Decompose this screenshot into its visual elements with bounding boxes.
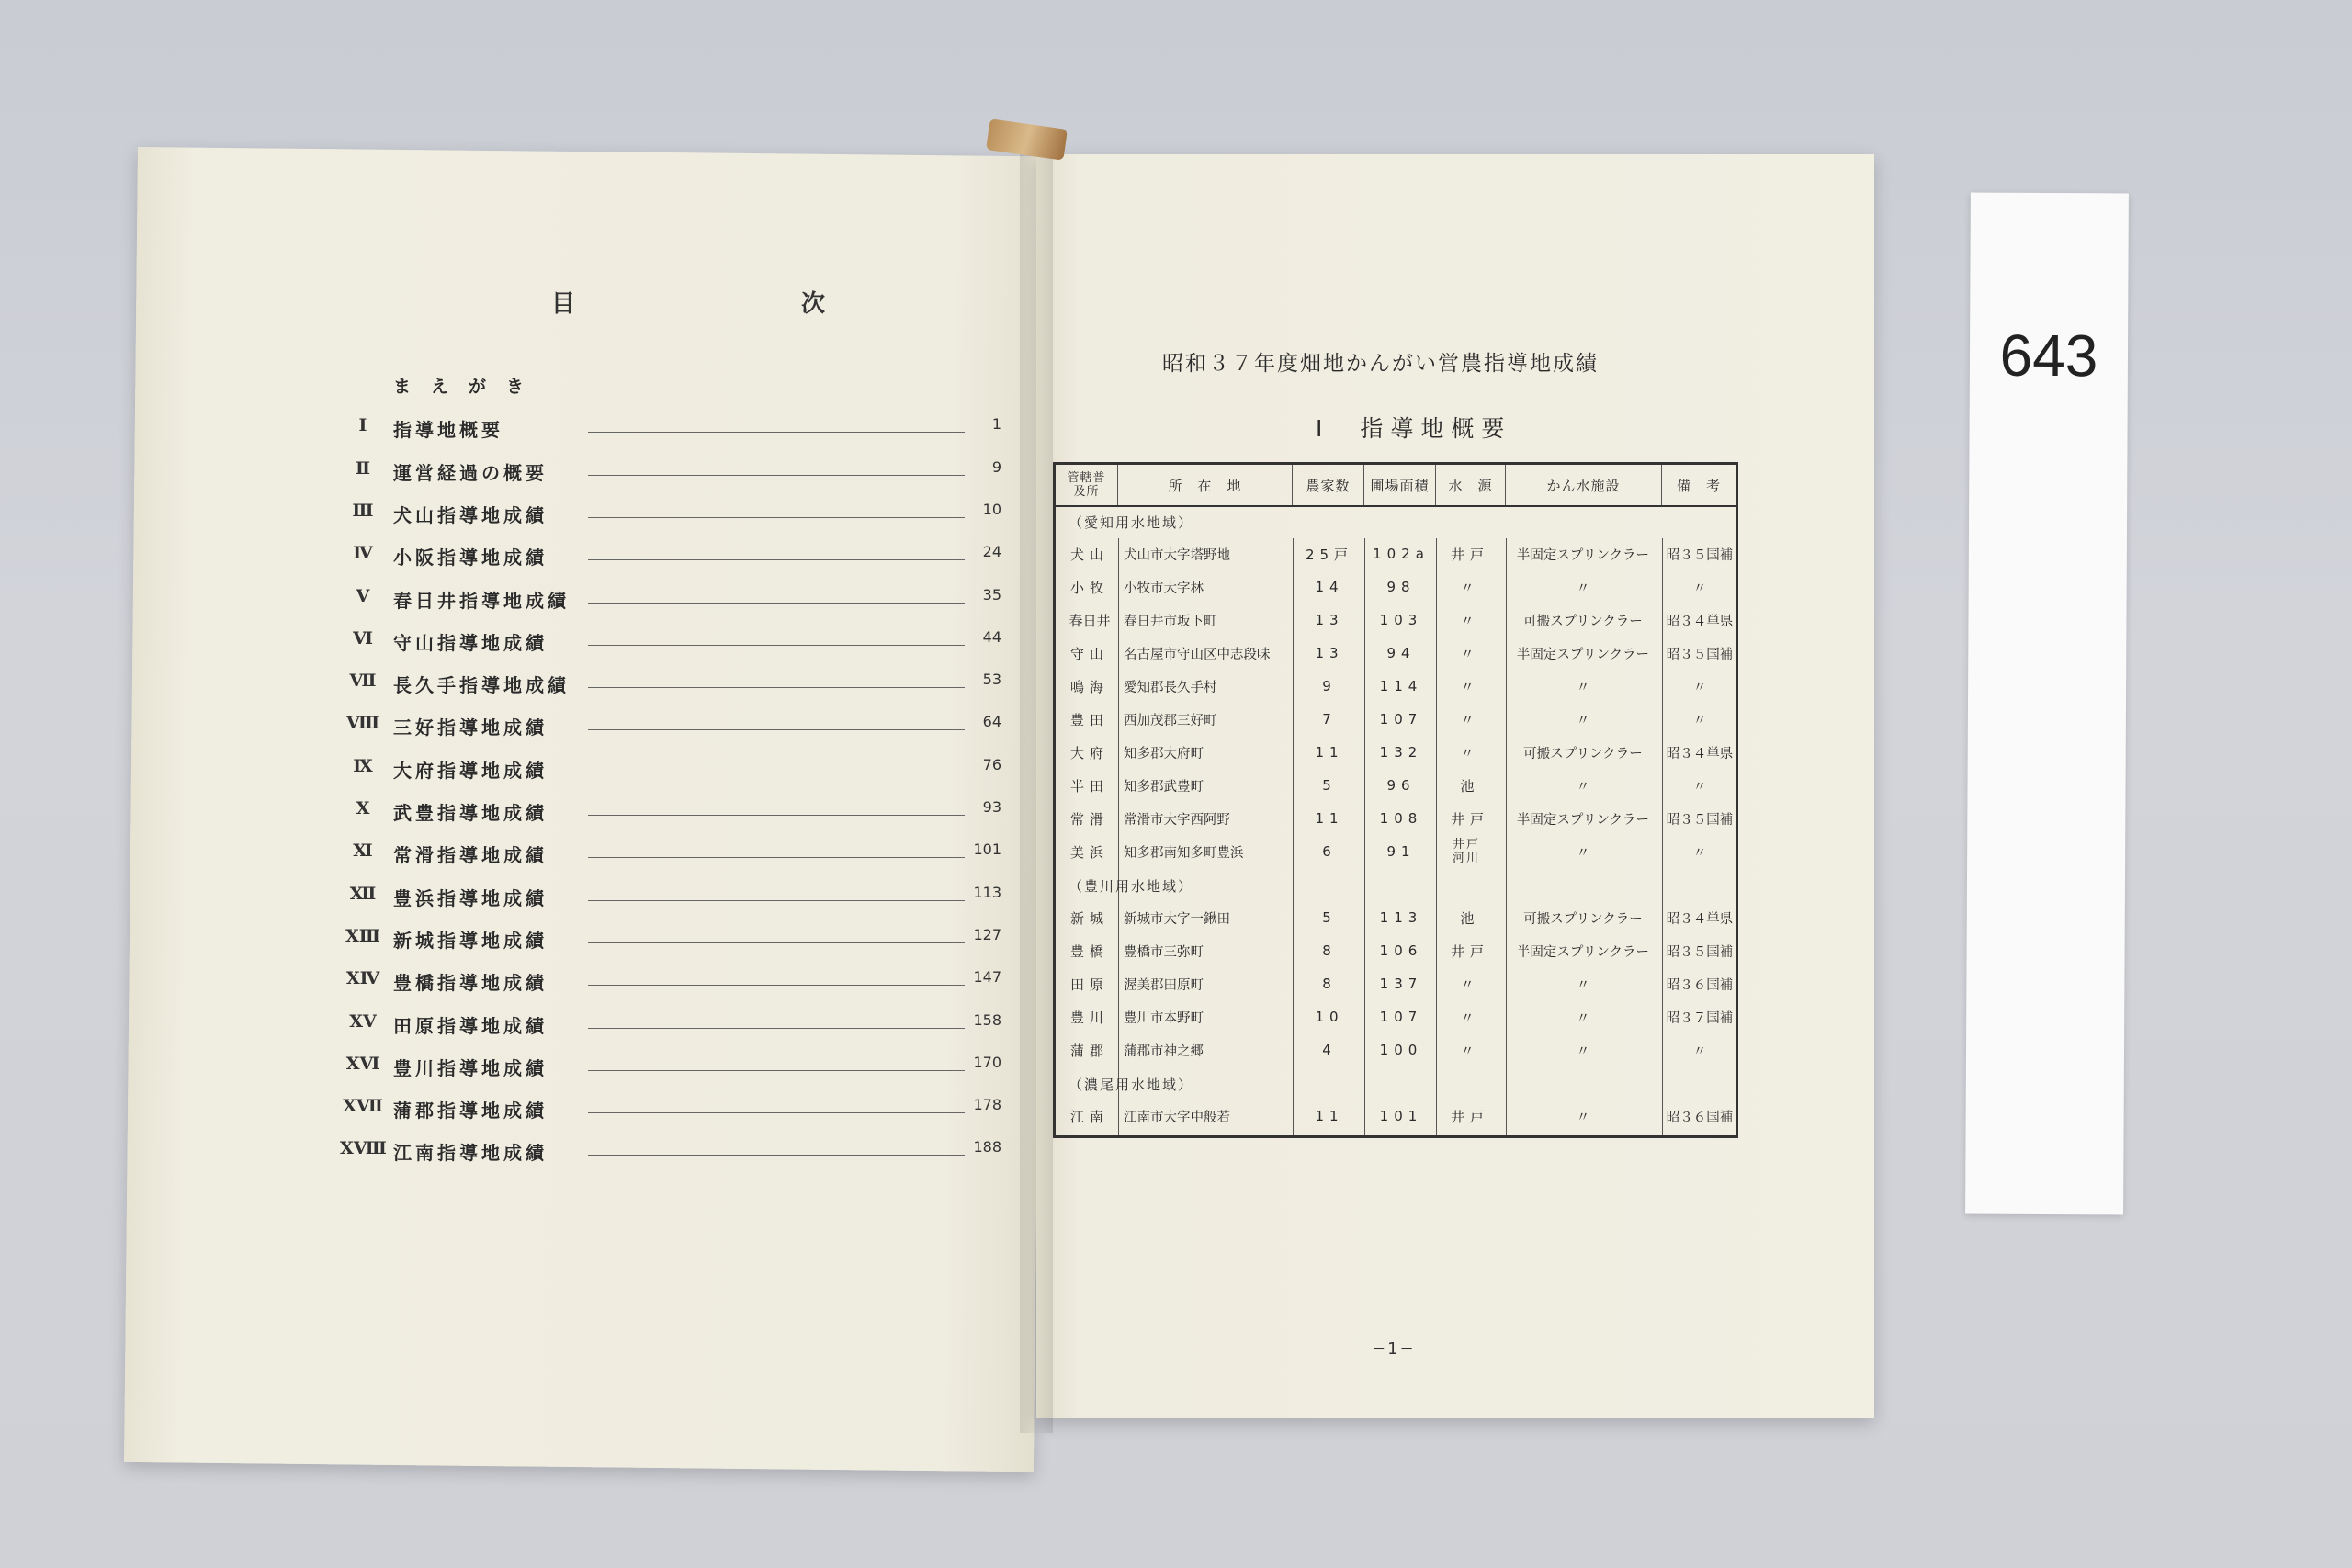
cell-note: 〃 [1692,779,1707,795]
cell-farms: 13 [1315,612,1344,628]
toc-item-number: XⅣ [345,968,380,989]
cell-office: 半田 [1069,777,1109,795]
toc-item [340,713,1001,740]
cell-facility: 可搬スプリンクラー [1523,746,1643,761]
toc-item [340,926,1001,953]
section-title: Ⅰ 指導地概要 [1316,415,1512,442]
cell-office: 常滑 [1069,810,1109,828]
toc-item [340,1138,1001,1166]
header-facility: かん水施設 [1506,465,1662,505]
cell-water: 池 [1460,777,1480,795]
toc-item-page: 93 [982,798,1001,816]
toc-item-label: 武豊指導地成績 [393,802,548,824]
table-row [1056,1001,1736,1032]
toc-leader-line [588,432,965,433]
region-group-label: （豊川用水地域） [1069,878,1194,895]
toc-item [340,1011,1001,1039]
toc-item-number: Ⅸ [353,755,373,776]
cell-note: 昭３６国補 [1666,977,1734,993]
cell-facility: 〃 [1576,680,1590,695]
toc-item-label: 守山指導地成績 [393,631,548,654]
header-location: 所 在 地 [1118,465,1293,505]
cell-water: 〃 [1460,612,1480,629]
toc-item [340,415,1001,443]
cell-note: 昭３５国補 [1666,647,1734,662]
cell-water: 〃 [1460,744,1480,761]
toc-item-page: 64 [982,713,1001,731]
toc-item-label: 大府指導地成績 [393,759,548,782]
cell-farms: 11 [1315,1108,1344,1124]
toc-item-number: XⅥ [345,1053,380,1074]
toc-item-number: Ⅷ [345,713,380,734]
cell-facility: 半固定スプリンクラー [1516,647,1650,662]
toc-item-number: Ⅲ [352,500,374,521]
cell-note: 昭３４単県 [1666,614,1734,629]
toc-item-page: 188 [973,1138,1001,1156]
cell-water: 〃 [1460,1042,1480,1059]
cell-area: 91 [1386,843,1416,860]
cell-water: 井戸 [1450,546,1489,563]
cell-farms: 6 [1322,843,1337,860]
toc-item-label: 春日井指導地成績 [393,589,570,612]
toc-item [340,1096,1001,1123]
toc-item-number: Ⅱ [355,457,370,479]
cell-office: 小牧 [1069,579,1109,596]
cell-farms: 25戸 [1305,546,1354,563]
cell-office: 鳴海 [1069,678,1109,695]
cell-note: 昭３７国補 [1666,1010,1734,1026]
toc-leader-line [588,900,965,901]
toc-item [340,884,1001,911]
table-row [1056,935,1736,966]
toc-item [340,543,1001,570]
cell-location: 江南市大字中般若 [1124,1110,1230,1125]
cell-farms: 5 [1322,777,1337,794]
toc-item-label: 指導地概要 [393,419,503,442]
toc-item-label: まえがき [393,377,545,397]
cell-office: 春日井 [1069,612,1111,629]
catalog-number: 643 [1999,321,2098,389]
table-row [1056,1100,1736,1132]
header-note: 備 考 [1676,477,1721,494]
toc-leader-line [588,815,965,816]
toc-item-label: 犬山指導地成績 [393,503,548,526]
cell-area: 107 [1379,1009,1423,1025]
toc-item [340,840,1001,868]
toc-item [340,756,1001,784]
cell-note: 昭３４単県 [1666,746,1734,761]
cell-farms: 11 [1315,810,1344,827]
toc-leader-line [588,603,965,604]
toc-item [340,458,1001,486]
cell-facility: 〃 [1576,581,1590,596]
cell-office: 豊田 [1069,711,1109,728]
toc-item-page: 35 [982,585,1001,604]
cell-water: 池 [1460,909,1480,927]
cell-area: 102a [1373,546,1430,562]
toc-item-number: Ⅹ [356,798,370,818]
toc-title: 目 次 [551,290,927,318]
cell-water: 井戸 [1450,942,1489,960]
cell-area: 98 [1386,579,1416,595]
book-gutter [1020,152,1053,1433]
toc-leader-line [588,1028,965,1029]
toc-leader-line [588,942,965,943]
toc-item-number: Ⅳ [353,543,373,564]
cell-farms: 7 [1322,711,1337,728]
header-water: 水 源 [1436,465,1506,505]
table-row [1056,803,1736,834]
cell-farms: 14 [1315,579,1344,595]
toc-item-label: 蒲郡指導地成績 [393,1100,548,1122]
toc-item [340,798,1001,826]
cell-note: 昭３５国補 [1666,944,1734,960]
toc-leader-line [588,517,965,518]
toc-item [340,968,1001,996]
table-row [1056,968,1736,999]
toc-item-page: 178 [973,1096,1001,1114]
header-office: 管轄普及所 [1056,465,1118,505]
cell-area: 96 [1386,777,1416,794]
toc-item-page: 158 [973,1010,1001,1029]
cell-office: 犬山 [1069,546,1109,563]
cell-office: 田原 [1069,976,1109,993]
cell-farms: 8 [1322,976,1337,992]
cell-note: 〃 [1692,713,1707,728]
toc-item-number: XⅤ [349,1010,377,1032]
cell-location: 知多郡大府町 [1124,746,1204,761]
toc-item-label: 三好指導地成績 [393,716,548,739]
summary-table [1053,462,1738,1138]
cell-water: 井戸河川 [1453,838,1481,865]
toc-item-page: 127 [973,925,1001,943]
toc-item-number: Ⅴ [356,585,370,606]
toc-item-page: 1 [991,415,1001,434]
cell-area: 106 [1379,942,1423,959]
cell-location: 豊橋市三弥町 [1124,944,1204,960]
cell-facility: 半固定スプリンクラー [1516,944,1650,960]
cell-water: 〃 [1460,645,1480,662]
header-divider [1056,505,1736,507]
cell-location: 新城市大字一鍬田 [1124,911,1230,927]
toc-item-number: XⅧ [340,1138,387,1159]
cell-area: 94 [1386,645,1416,661]
cell-water: 〃 [1460,678,1480,695]
cell-area: 100 [1379,1042,1423,1058]
cell-note: 昭３５国補 [1666,547,1734,563]
toc-item-label: 豊浜指導地成績 [393,886,548,909]
header-farms: 農家数 [1293,465,1364,505]
cell-water: 〃 [1460,711,1480,728]
toc-item-label: 長久手指導地成績 [393,674,570,697]
cell-facility: 〃 [1576,977,1590,993]
table-row [1056,770,1736,801]
toc-leader-line [588,475,965,476]
page-number: −1− [1372,1339,1416,1359]
toc-item-number: XⅢ [345,925,380,946]
cell-location: 知多郡武豊町 [1124,779,1204,795]
table-row [1056,671,1736,702]
cell-water: 〃 [1460,579,1480,596]
cell-farms: 11 [1315,744,1344,761]
toc-item-page: 24 [982,543,1001,561]
cell-location: 犬山市大字塔野地 [1124,547,1230,563]
cell-facility: 〃 [1576,1110,1590,1125]
toc-item-page: 101 [973,840,1001,859]
toc-item-label: 運営経過の概要 [393,461,548,484]
table-row [1056,704,1736,735]
cell-note: 昭３６国補 [1666,1110,1734,1125]
toc-item [340,501,1001,528]
cell-water: 〃 [1460,976,1480,993]
cell-note: 昭３４単県 [1666,911,1734,927]
cell-facility: 〃 [1576,713,1590,728]
cell-note: 〃 [1692,680,1707,695]
cell-location: 西加茂郡三好町 [1124,713,1217,728]
table-row [1056,538,1736,570]
cell-farms: 9 [1322,678,1337,694]
cell-location: 渥美郡田原町 [1124,977,1204,993]
cell-area: 132 [1379,744,1423,761]
cell-location: 春日井市坂下町 [1124,614,1217,629]
toc-item-number: Ⅶ [349,671,377,692]
toc-leader-line [588,1070,965,1071]
cell-area: 137 [1379,976,1423,992]
cell-water: 井戸 [1450,1108,1489,1125]
header-area: 圃場面積 [1364,465,1436,505]
region-group-label: （濃尾用水地域） [1069,1077,1194,1093]
cell-location: 蒲郡市神之郷 [1124,1043,1204,1059]
cell-note: 昭３５国補 [1666,812,1734,828]
page-title: 昭和３７年度畑地かんがい営農指導地成績 [1162,352,1599,376]
cell-location: 愛知郡長久手村 [1124,680,1217,695]
toc-item-number: Ⅵ [353,627,373,649]
cell-location: 豊川市本野町 [1124,1010,1204,1026]
cell-area: 107 [1379,711,1423,728]
table-row [1056,571,1736,603]
cell-location: 常滑市大字西阿野 [1124,812,1230,828]
toc-item-page: 9 [991,457,1001,476]
toc-item-number: Ⅰ [358,415,368,436]
toc-item-label: 小阪指導地成績 [393,547,548,570]
toc-item-label: 豊橋指導地成績 [393,972,548,995]
toc-item [340,373,1001,400]
toc-item [340,1054,1001,1081]
cell-office: 美浜 [1069,843,1109,861]
cell-location: 小牧市大字林 [1124,581,1204,596]
toc-item-page: 170 [973,1053,1001,1071]
toc-item-page: 10 [982,500,1001,518]
toc-item-page: 44 [982,627,1001,646]
cell-area: 108 [1379,810,1423,827]
cell-area: 103 [1379,612,1423,628]
toc-leader-line [588,729,965,730]
cell-area: 101 [1379,1108,1423,1124]
cell-note: 〃 [1692,1043,1707,1059]
cell-office: 守山 [1069,645,1109,662]
cell-farms: 10 [1315,1009,1344,1025]
cell-area: 114 [1379,678,1423,694]
cell-facility: 半固定スプリンクラー [1516,812,1650,828]
cell-office: 大府 [1069,744,1109,761]
toc-item-label: 常滑指導地成績 [393,844,548,867]
toc-leader-line [588,985,965,986]
cell-office: 豊橋 [1069,942,1109,960]
toc-item-page: 147 [973,968,1001,987]
cell-water: 井戸 [1450,810,1489,828]
cell-facility: 〃 [1576,779,1590,795]
cell-farms: 4 [1322,1042,1337,1058]
catalog-tag [1965,193,2129,1215]
toc-item-page: 53 [982,671,1001,689]
toc-leader-line [588,645,965,646]
cell-farms: 8 [1322,942,1337,959]
cell-facility: 〃 [1576,1043,1590,1059]
cell-note: 〃 [1692,845,1707,861]
region-group-label: （愛知用水地域） [1069,514,1194,531]
cell-facility: 可搬スプリンクラー [1523,614,1643,629]
toc-item [340,628,1001,656]
table-row [1056,604,1736,636]
cell-facility: 〃 [1576,1010,1590,1026]
bookmark-ribbon [986,118,1068,160]
cell-office: 蒲郡 [1069,1042,1109,1059]
toc-leader-line [588,1112,965,1113]
cell-farms: 5 [1322,909,1337,926]
toc-leader-line [588,857,965,858]
toc-item-number: Ⅻ [349,883,377,904]
cell-location: 名古屋市守山区中志段味 [1124,647,1271,662]
cell-facility: 半固定スプリンクラー [1516,547,1650,563]
toc-item-number: Ⅺ [353,840,373,862]
cell-office: 豊川 [1069,1009,1109,1026]
table-row [1056,1034,1736,1066]
cell-note: 〃 [1692,581,1707,596]
table-row [1056,902,1736,933]
toc-item-page: 76 [982,755,1001,773]
toc-item-label: 新城指導地成績 [393,929,548,952]
cell-water: 〃 [1460,1009,1480,1026]
cell-facility: 可搬スプリンクラー [1523,911,1643,927]
toc-item-label: 江南指導地成績 [393,1142,548,1165]
toc-leader-line [588,687,965,688]
table-row [1056,637,1736,669]
toc-item-label: 豊川指導地成績 [393,1056,548,1079]
cell-area: 113 [1379,909,1423,926]
toc-item [340,671,1001,698]
cell-location: 知多郡南知多町豊浜 [1124,845,1244,861]
cell-office: 江南 [1069,1108,1109,1125]
cell-farms: 13 [1315,645,1344,661]
table-row [1056,737,1736,768]
toc-item-page: 113 [973,883,1001,901]
toc-item [340,586,1001,614]
toc-leader-line [588,1155,965,1156]
cell-facility: 〃 [1576,845,1590,861]
toc-item-number: XⅦ [343,1096,383,1117]
toc-leader-line [588,559,965,560]
toc-item-label: 田原指導地成績 [393,1014,548,1037]
cell-office: 新城 [1069,909,1109,927]
table-row [1056,836,1736,867]
